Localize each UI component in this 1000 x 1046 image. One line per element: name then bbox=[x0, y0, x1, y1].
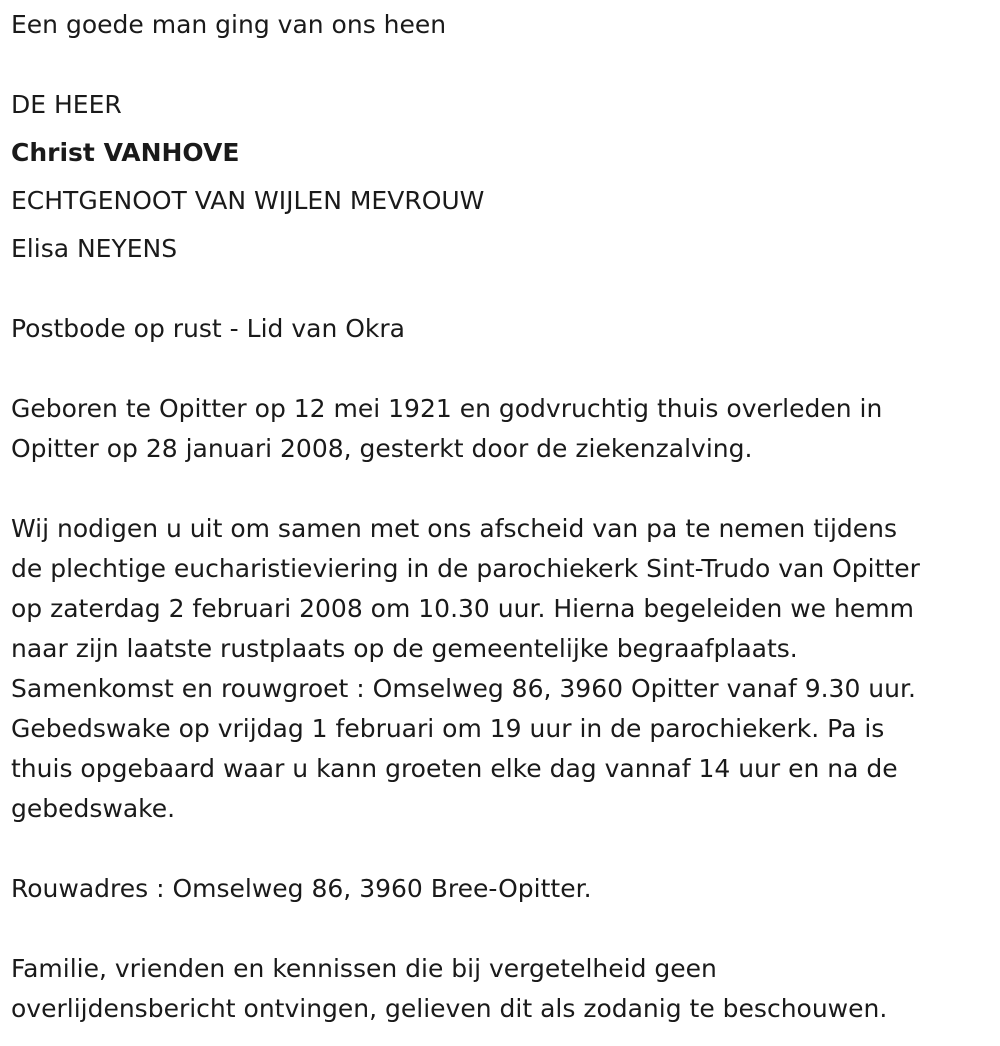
ceremony-line: naar zijn laatste rustplaats op de gemeentelijke begraafplaats. bbox=[11, 634, 798, 663]
title-line: DE HEER bbox=[11, 90, 122, 119]
deceased-name: Christ VANHOVE bbox=[11, 138, 240, 167]
closing-line: Familie, vrienden en kennissen die bij vergetelheid geen bbox=[11, 954, 717, 983]
opening-line: Een goede man ging van ons heen bbox=[11, 10, 447, 39]
occupation-line: Postbode op rust - Lid van Okra bbox=[11, 314, 405, 343]
ceremony-line: Gebedswake op vrijdag 1 februari om 19 uur in de parochiekerk. Pa is bbox=[11, 714, 885, 743]
spouse-name: Elisa NEYENS bbox=[11, 234, 178, 263]
closing-line: overlijdensbericht ontvingen, gelieven dit als zodanig te beschouwen. bbox=[11, 994, 888, 1023]
ceremony-line: Wij nodigen u uit om samen met ons afscheid van pa te nemen tijdens bbox=[11, 514, 898, 543]
address-line: Rouwadres : Omselweg 86, 3960 Bree-Opitter. bbox=[11, 874, 592, 903]
ceremony-line: thuis opgebaard waar u kann groeten elke dag vannaf 14 uur en na de bbox=[11, 754, 898, 783]
ceremony-line: de plechtige eucharistieviering in de parochiekerk Sint-Trudo van Opitter bbox=[11, 554, 920, 583]
birth-death-line: Opitter op 28 januari 2008, gesterkt door de ziekenzalving. bbox=[11, 434, 753, 463]
ceremony-line: gebedswake. bbox=[11, 794, 176, 823]
spouse-label: ECHTGENOOT VAN WIJLEN MEVROUW bbox=[11, 186, 485, 215]
birth-death-line: Geboren te Opitter op 12 mei 1921 en godvruchtig thuis overleden in bbox=[11, 394, 883, 423]
ceremony-line: Samenkomst en rouwgroet : Omselweg 86, 3960 Opitter vanaf 9.30 uur. bbox=[11, 674, 916, 703]
ceremony-line: op zaterdag 2 februari 2008 om 10.30 uur. Hierna begeleiden we hemm bbox=[11, 594, 914, 623]
